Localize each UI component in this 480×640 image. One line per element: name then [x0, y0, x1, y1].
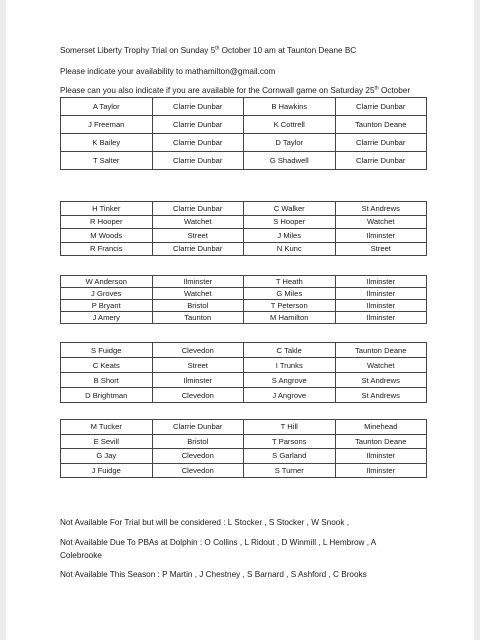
- table-row: [61, 152, 427, 170]
- note-not-available-for-trial: Not Available For Trial but will be considered : L Stocker , S Stocker , W Snook ,: [60, 518, 349, 527]
- player-name-b: K Cottrell: [244, 116, 336, 134]
- player-name-a: P Bryant: [61, 300, 153, 312]
- player-name-b: G Shadwell: [244, 152, 336, 170]
- player-name-a: C Keats: [61, 358, 153, 373]
- player-name-a: R Francis: [61, 242, 153, 256]
- club-b: Ilminster: [335, 276, 427, 288]
- club-a: Clarrie Dunbar: [152, 420, 244, 435]
- cornwall-date-suffix: th: [374, 85, 379, 92]
- club-b: Minehead: [335, 420, 427, 435]
- player-name-a: R Hooper: [61, 215, 153, 229]
- club-b: St Andrews: [335, 373, 427, 388]
- player-name-a: H Tinker: [61, 202, 153, 216]
- table-row: [61, 449, 427, 464]
- club-a: Clarrie Dunbar: [152, 98, 244, 116]
- cornwall-text-end: October: [378, 86, 411, 95]
- note-not-available-pbas: Not Available Due To PBAs at Dolphin : O Collins , L Ridout , D Winmill , L Hembrow , A Colebrooke: [60, 538, 376, 560]
- club-a: Bristol: [152, 434, 244, 449]
- player-name-b: C Walker: [244, 202, 336, 216]
- table-row: [61, 434, 427, 449]
- availability-instruction: Please indicate your availability to mathamilton@gmail.com: [60, 67, 276, 76]
- club-b: Taunton Deane: [335, 434, 427, 449]
- player-name-b: D Taylor: [244, 134, 336, 152]
- player-name-b: M Hamilton: [244, 312, 336, 324]
- player-name-a: T Salter: [61, 152, 153, 170]
- club-b: Taunton Deane: [335, 116, 427, 134]
- table-row: [61, 276, 427, 288]
- player-name-b: J Angrove: [244, 388, 336, 403]
- club-b: Ilminster: [335, 300, 427, 312]
- player-name-a: A Taylor: [61, 98, 153, 116]
- club-a: Taunton: [152, 312, 244, 324]
- player-name-b: S Garland: [244, 449, 336, 464]
- player-name-b: T Hill: [244, 420, 336, 435]
- table-row: [61, 202, 427, 216]
- player-name-a: S Fuidge: [61, 343, 153, 358]
- player-name-a: D Brightman: [61, 388, 153, 403]
- cornwall-text: Please can you also indicate if you are available for the Cornwall game on Saturday 25: [60, 86, 375, 95]
- table-row: [61, 116, 427, 134]
- player-name-b: G Miles: [244, 288, 336, 300]
- player-name-b: S Angrove: [244, 373, 336, 388]
- player-name-b: N Kunc: [244, 242, 336, 256]
- player-name-b: T Peterson: [244, 300, 336, 312]
- club-b: Ilminster: [335, 229, 427, 243]
- club-a: Watchet: [152, 288, 244, 300]
- trial-text-end: October 10 am at Taunton Deane BC: [219, 46, 357, 55]
- table-row: [61, 288, 427, 300]
- club-a: Clevedon: [152, 343, 244, 358]
- club-a: Watchet: [152, 215, 244, 229]
- club-b: Ilminster: [335, 288, 427, 300]
- table-row: [61, 242, 427, 256]
- player-name-b: I Trunks: [244, 358, 336, 373]
- player-name-a: W Anderson: [61, 276, 153, 288]
- club-b: Watchet: [335, 215, 427, 229]
- table-row: [61, 98, 427, 116]
- players-table-3: [60, 275, 427, 324]
- player-name-a: J Freeman: [61, 116, 153, 134]
- club-a: Clevedon: [152, 449, 244, 464]
- players-table-2: [60, 201, 427, 256]
- trial-announcement: [60, 46, 356, 55]
- table-row: [61, 420, 427, 435]
- player-name-a: J Groves: [61, 288, 153, 300]
- player-name-a: G Jay: [61, 449, 153, 464]
- club-a: Clarrie Dunbar: [152, 116, 244, 134]
- note-not-available-season: Not Available This Season : P Martin , J Chestney , S Barnard , S Ashford , C Brooks: [60, 570, 367, 579]
- table-row: [61, 229, 427, 243]
- club-a: Bristol: [152, 300, 244, 312]
- document-page: [6, 0, 474, 640]
- players-table-1: [60, 97, 427, 170]
- table-row: [61, 312, 427, 324]
- club-b: Clarrie Dunbar: [335, 98, 427, 116]
- player-name-b: T Parsons: [244, 434, 336, 449]
- table-row: [61, 300, 427, 312]
- club-b: St Andrews: [335, 202, 427, 216]
- club-a: Clarrie Dunbar: [152, 242, 244, 256]
- table-row: [61, 215, 427, 229]
- club-b: Ilminster: [335, 312, 427, 324]
- player-name-b: S Turner: [244, 463, 336, 478]
- table-row: [61, 358, 427, 373]
- players-table-5: [60, 419, 427, 478]
- club-a: Ilminster: [152, 276, 244, 288]
- trial-date-suffix: th: [215, 45, 220, 52]
- club-a: Ilminster: [152, 373, 244, 388]
- club-b: Clarrie Dunbar: [335, 152, 427, 170]
- player-name-a: B Short: [61, 373, 153, 388]
- club-a: Clarrie Dunbar: [152, 152, 244, 170]
- club-a: Clarrie Dunbar: [152, 202, 244, 216]
- player-name-b: S Hooper: [244, 215, 336, 229]
- player-name-a: E Sevill: [61, 434, 153, 449]
- club-b: Taunton Deane: [335, 343, 427, 358]
- club-a: Clevedon: [152, 463, 244, 478]
- player-name-a: M Tucker: [61, 420, 153, 435]
- player-name-a: J Amery: [61, 312, 153, 324]
- club-a: Street: [152, 358, 244, 373]
- cornwall-game-note: [60, 86, 410, 95]
- player-name-b: B Hawkins: [244, 98, 336, 116]
- players-table-4: [60, 342, 427, 403]
- player-name-b: C Takle: [244, 343, 336, 358]
- trial-text: Somerset Liberty Trophy Trial on Sunday 5: [60, 46, 216, 55]
- club-a: Clarrie Dunbar: [152, 134, 244, 152]
- player-name-a: K Bailey: [61, 134, 153, 152]
- club-b: Clarrie Dunbar: [335, 134, 427, 152]
- club-b: Street: [335, 242, 427, 256]
- table-row: [61, 343, 427, 358]
- table-row: [61, 463, 427, 478]
- table-row: [61, 388, 427, 403]
- table-row: [61, 134, 427, 152]
- club-b: Ilminster: [335, 449, 427, 464]
- club-b: St Andrews: [335, 388, 427, 403]
- club-a: Clevedon: [152, 388, 244, 403]
- player-name-a: M Woods: [61, 229, 153, 243]
- club-a: Street: [152, 229, 244, 243]
- player-name-a: J Fuidge: [61, 463, 153, 478]
- player-name-b: J Miles: [244, 229, 336, 243]
- table-row: [61, 373, 427, 388]
- club-b: Ilminster: [335, 463, 427, 478]
- club-b: Watchet: [335, 358, 427, 373]
- player-name-b: T Heath: [244, 276, 336, 288]
